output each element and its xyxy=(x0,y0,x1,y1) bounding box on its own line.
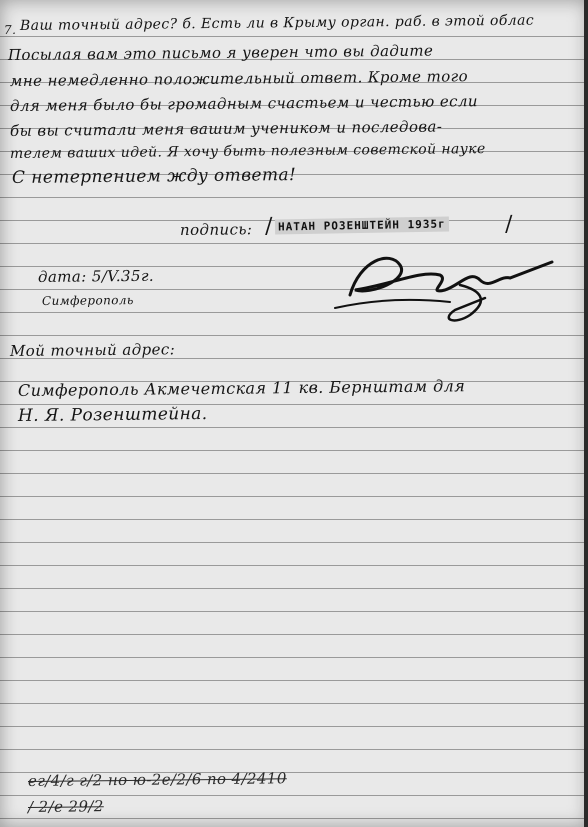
date-line: дата: 5/V.35г. xyxy=(37,266,155,286)
date-place: Симферополь xyxy=(41,293,134,308)
address-line-2: Н. Я. Розенштейна. xyxy=(17,404,208,426)
letter-line-5: бы вы считали меня вашим учеником и последова- xyxy=(9,117,443,140)
signature-label: подпись: xyxy=(179,220,253,239)
letter-line-7: С нетерпением жду ответа! xyxy=(11,165,297,188)
stamp-name: НАТАН РОЗЕНШТЕЙН xyxy=(277,218,401,234)
footer-note-2: / 2/е 29/2 xyxy=(27,797,104,816)
letter-line-2: Посылая вам это письмо я уверен что вы дадите xyxy=(7,41,434,64)
handwritten-signature xyxy=(330,240,570,330)
letter-line-4: для меня было бы громадным счастьем и честью если xyxy=(9,92,479,115)
address-line-1: Симферополь Акмечетская 11 кв. Бернштам для xyxy=(17,376,466,400)
footer-note-1: ег/4/г г/2 но ю-2е/2/6 по 4/2410 xyxy=(27,769,287,790)
margin-mark: 7. xyxy=(3,22,17,37)
address-heading: Мой точный адрес: xyxy=(9,340,176,360)
page-edge xyxy=(584,0,588,827)
stamp-bracket: / xyxy=(264,213,273,239)
stamp-year: 1935г xyxy=(407,217,446,232)
name-stamp xyxy=(275,216,449,234)
letter-line-3: мне немедленно положительный ответ. Кроме того xyxy=(9,67,469,90)
stamp-bracket-end: / xyxy=(504,211,513,237)
letter-line-1: Ваш точный адрес? б. Есть ли в Крыму орган. раб. в этой облас xyxy=(19,12,535,34)
letter-line-6: телем ваших идей. Я хочу быть полезным советской науке xyxy=(9,141,486,162)
